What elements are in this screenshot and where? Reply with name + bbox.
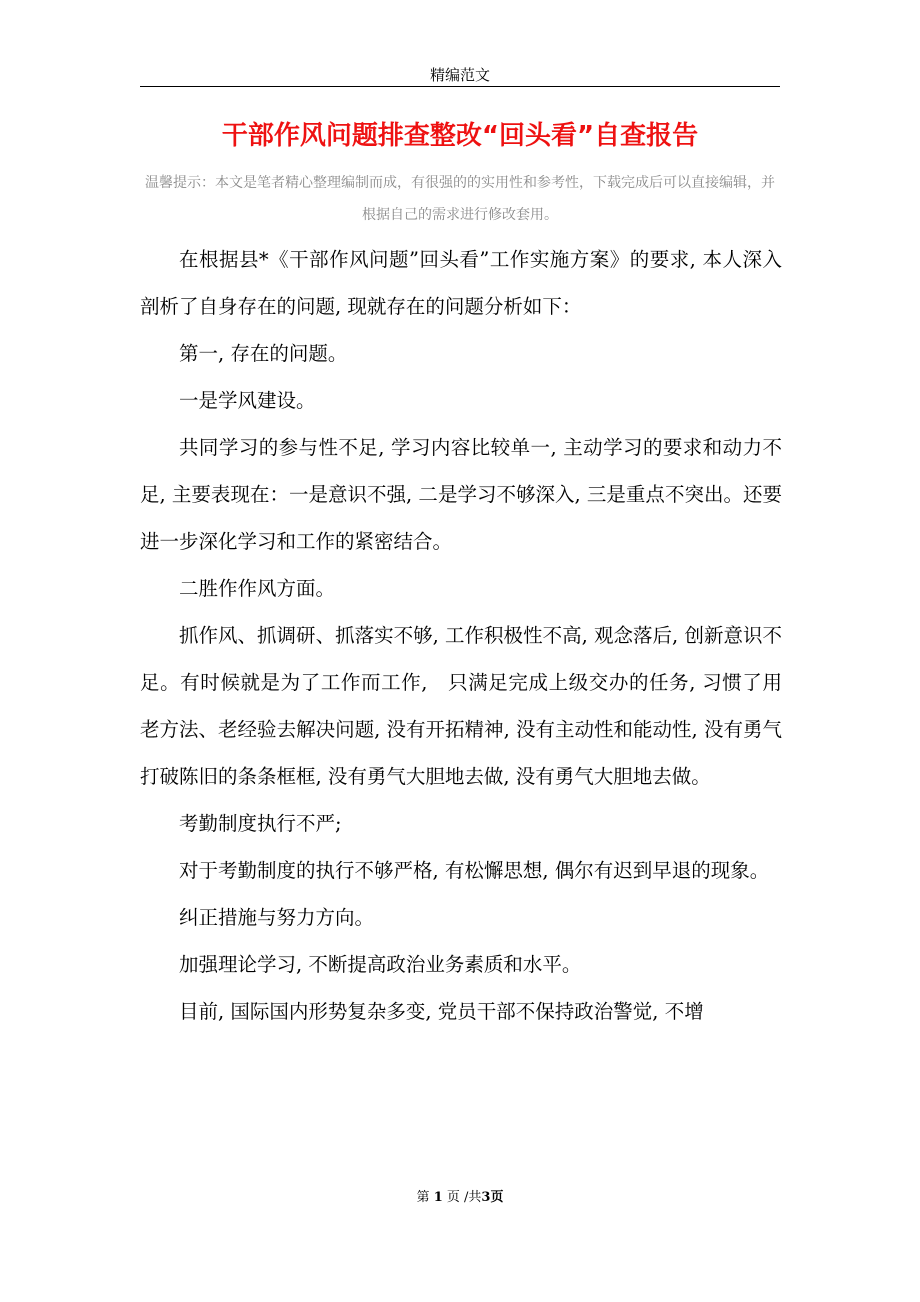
page-footer — [0, 1190, 920, 1206]
page-label: 第 — [416, 1190, 430, 1205]
header-divider — [140, 86, 780, 87]
page-header: 精编范文 — [429, 66, 490, 84]
body-paragraph: 抓作风、抓调研、抓落实不够, 工作积极性不高, 观念落后, 创新意识不足。有时候就是为了工作而工作, 只满足完成上级交办的任务, 习惯了用老方法、老经验去解决问题, 没有开拓精神, 没有主动性和能动性, 没有勇气打破陈旧的条条框框, 没有勇气大胆地去做, 没有勇气大胆地去做。 — [140, 624, 782, 788]
page-separator: 页 /共 — [446, 1190, 482, 1205]
tip-notice: 温馨提示：本文是笔者精心整理编制而成，有很强的的实用性和参考性，下载完成后可以直接编辑，并根据自己的需求进行修改套用。 — [145, 175, 775, 223]
body-paragraph: 二胜作作风方面。 — [179, 577, 336, 600]
body-paragraph: 第一, 存在的问题。 — [179, 342, 348, 365]
page-suffix: 页 — [490, 1190, 504, 1205]
page-current: 1 — [433, 1190, 443, 1205]
body-paragraph: 对于考勤制度的执行不够严格, 有松懈思想, 偶尔有迟到早退的现象。 — [179, 859, 770, 882]
page-total: 3 — [481, 1190, 491, 1205]
body-paragraph: 目前, 国际国内形势复杂多变, 党员干部不保持政治警觉, 不增 — [179, 1000, 704, 1023]
body-paragraph: 在根据县*《干部作风问题”回头看”工作实施方案》的要求, 本人深入剖析了自身存在的问题, 现就存在的问题分析如下： — [140, 248, 782, 318]
document-title: 干部作风问题排查整改“回头看”自查报告 — [221, 121, 699, 151]
body-paragraph: 共同学习的参与性不足, 学习内容比较单一, 主动学习的要求和动力不足, 主要表现在：一是意识不强, 二是学习不够深入, 三是重点不突出。还要进一步深化学习和工作的紧密结合。 — [140, 436, 782, 553]
body-paragraph: 纠正措施与努力方向。 — [179, 906, 375, 929]
body-paragraph: 考勤制度执行不严; — [179, 812, 342, 835]
body-paragraph: 加强理论学习, 不断提高政治业务素质和水平。 — [179, 953, 582, 976]
body-paragraph: 一是学风建设。 — [179, 389, 316, 412]
document-body — [140, 236, 782, 1035]
